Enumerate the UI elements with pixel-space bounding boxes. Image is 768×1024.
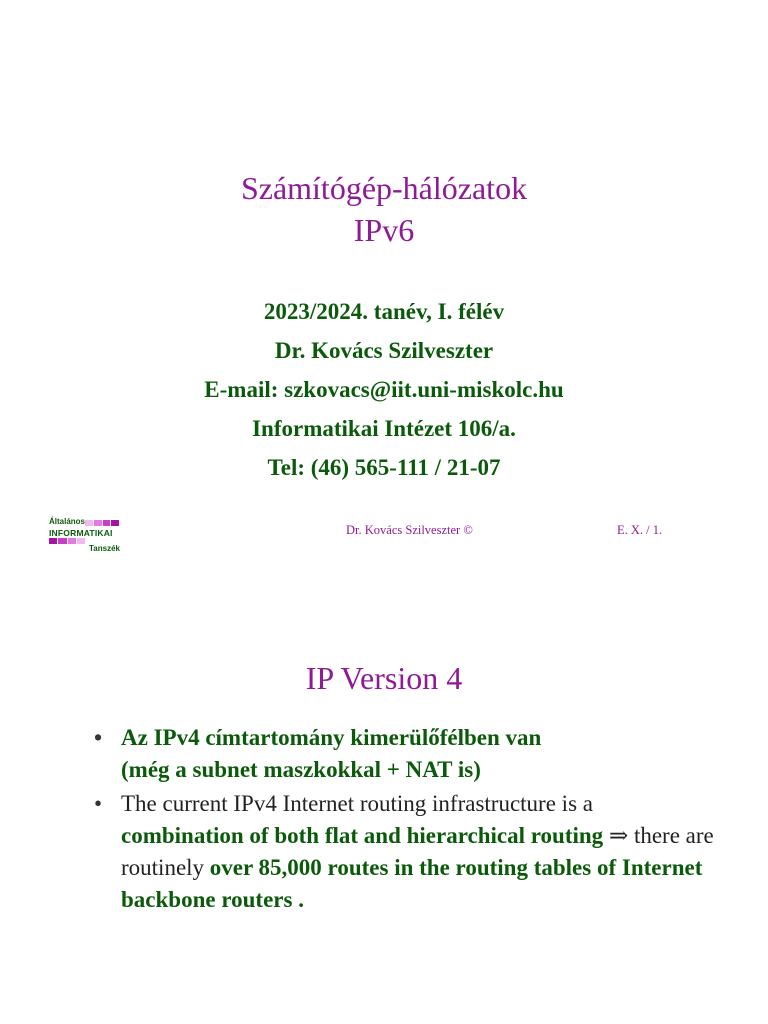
logo-line-3: Tanszék (89, 544, 120, 553)
office-location: Informatikai Intézet 106/a. (252, 416, 516, 441)
logo-bar (94, 520, 102, 526)
department-logo (48, 517, 124, 557)
bullet-icon: • (94, 725, 103, 750)
logo-bars-bottom (49, 538, 85, 544)
lecturer-name: Dr. Kovács Szilveszter (274, 338, 494, 363)
bullet-list (94, 722, 714, 918)
logo-line-1: Általános (49, 517, 86, 526)
logo-bar (103, 520, 111, 526)
bullet-2-emphasis-1: combination of both flat and hierarchical routing (121, 823, 604, 848)
course-info (0, 295, 768, 490)
logo-bar (85, 520, 93, 526)
logo-bar (77, 538, 85, 544)
logo-line-2: INFORMATIKAI (49, 528, 113, 538)
bullet-item (94, 788, 714, 916)
bullet-2-emphasis-2: over 85,000 routes in the routing tables of Internet backbone routers . (121, 855, 703, 912)
slide-2-title: IP Version 4 (305, 660, 463, 696)
bullet-item (94, 722, 714, 786)
slide-1-title: Számítógép-hálózatok (240, 170, 528, 206)
phone-number: Tel: (46) 565-111 / 21-07 (267, 455, 501, 480)
logo-bars-top (85, 520, 119, 526)
course-term: 2023/2024. tanév, I. félév (263, 299, 505, 324)
bullet-icon: • (94, 791, 103, 816)
bullet-1-line-2: (még a subnet maszkokkal + NAT is) (121, 757, 481, 782)
slide-1-subtitle: IPv6 (353, 212, 415, 248)
logo-bar (68, 538, 76, 544)
footer-page-number: E. X. / 1. (617, 523, 663, 537)
bullet-2-text-2: ⇒ there are routinely (121, 823, 714, 880)
logo-bar (49, 538, 57, 544)
bullet-1-line-1: Az IPv4 címtartomány kimerülőfélben van (121, 725, 542, 750)
footer-author: Dr. Kovács Szilveszter © (346, 523, 473, 537)
bullet-2-text-1: The current IPv4 Internet routing infrastructure is a (121, 791, 593, 816)
lecturer-email: E-mail: szkovacs@iit.uni-miskolc.hu (204, 377, 564, 402)
logo-bar (58, 538, 66, 544)
logo-bar (111, 520, 119, 526)
